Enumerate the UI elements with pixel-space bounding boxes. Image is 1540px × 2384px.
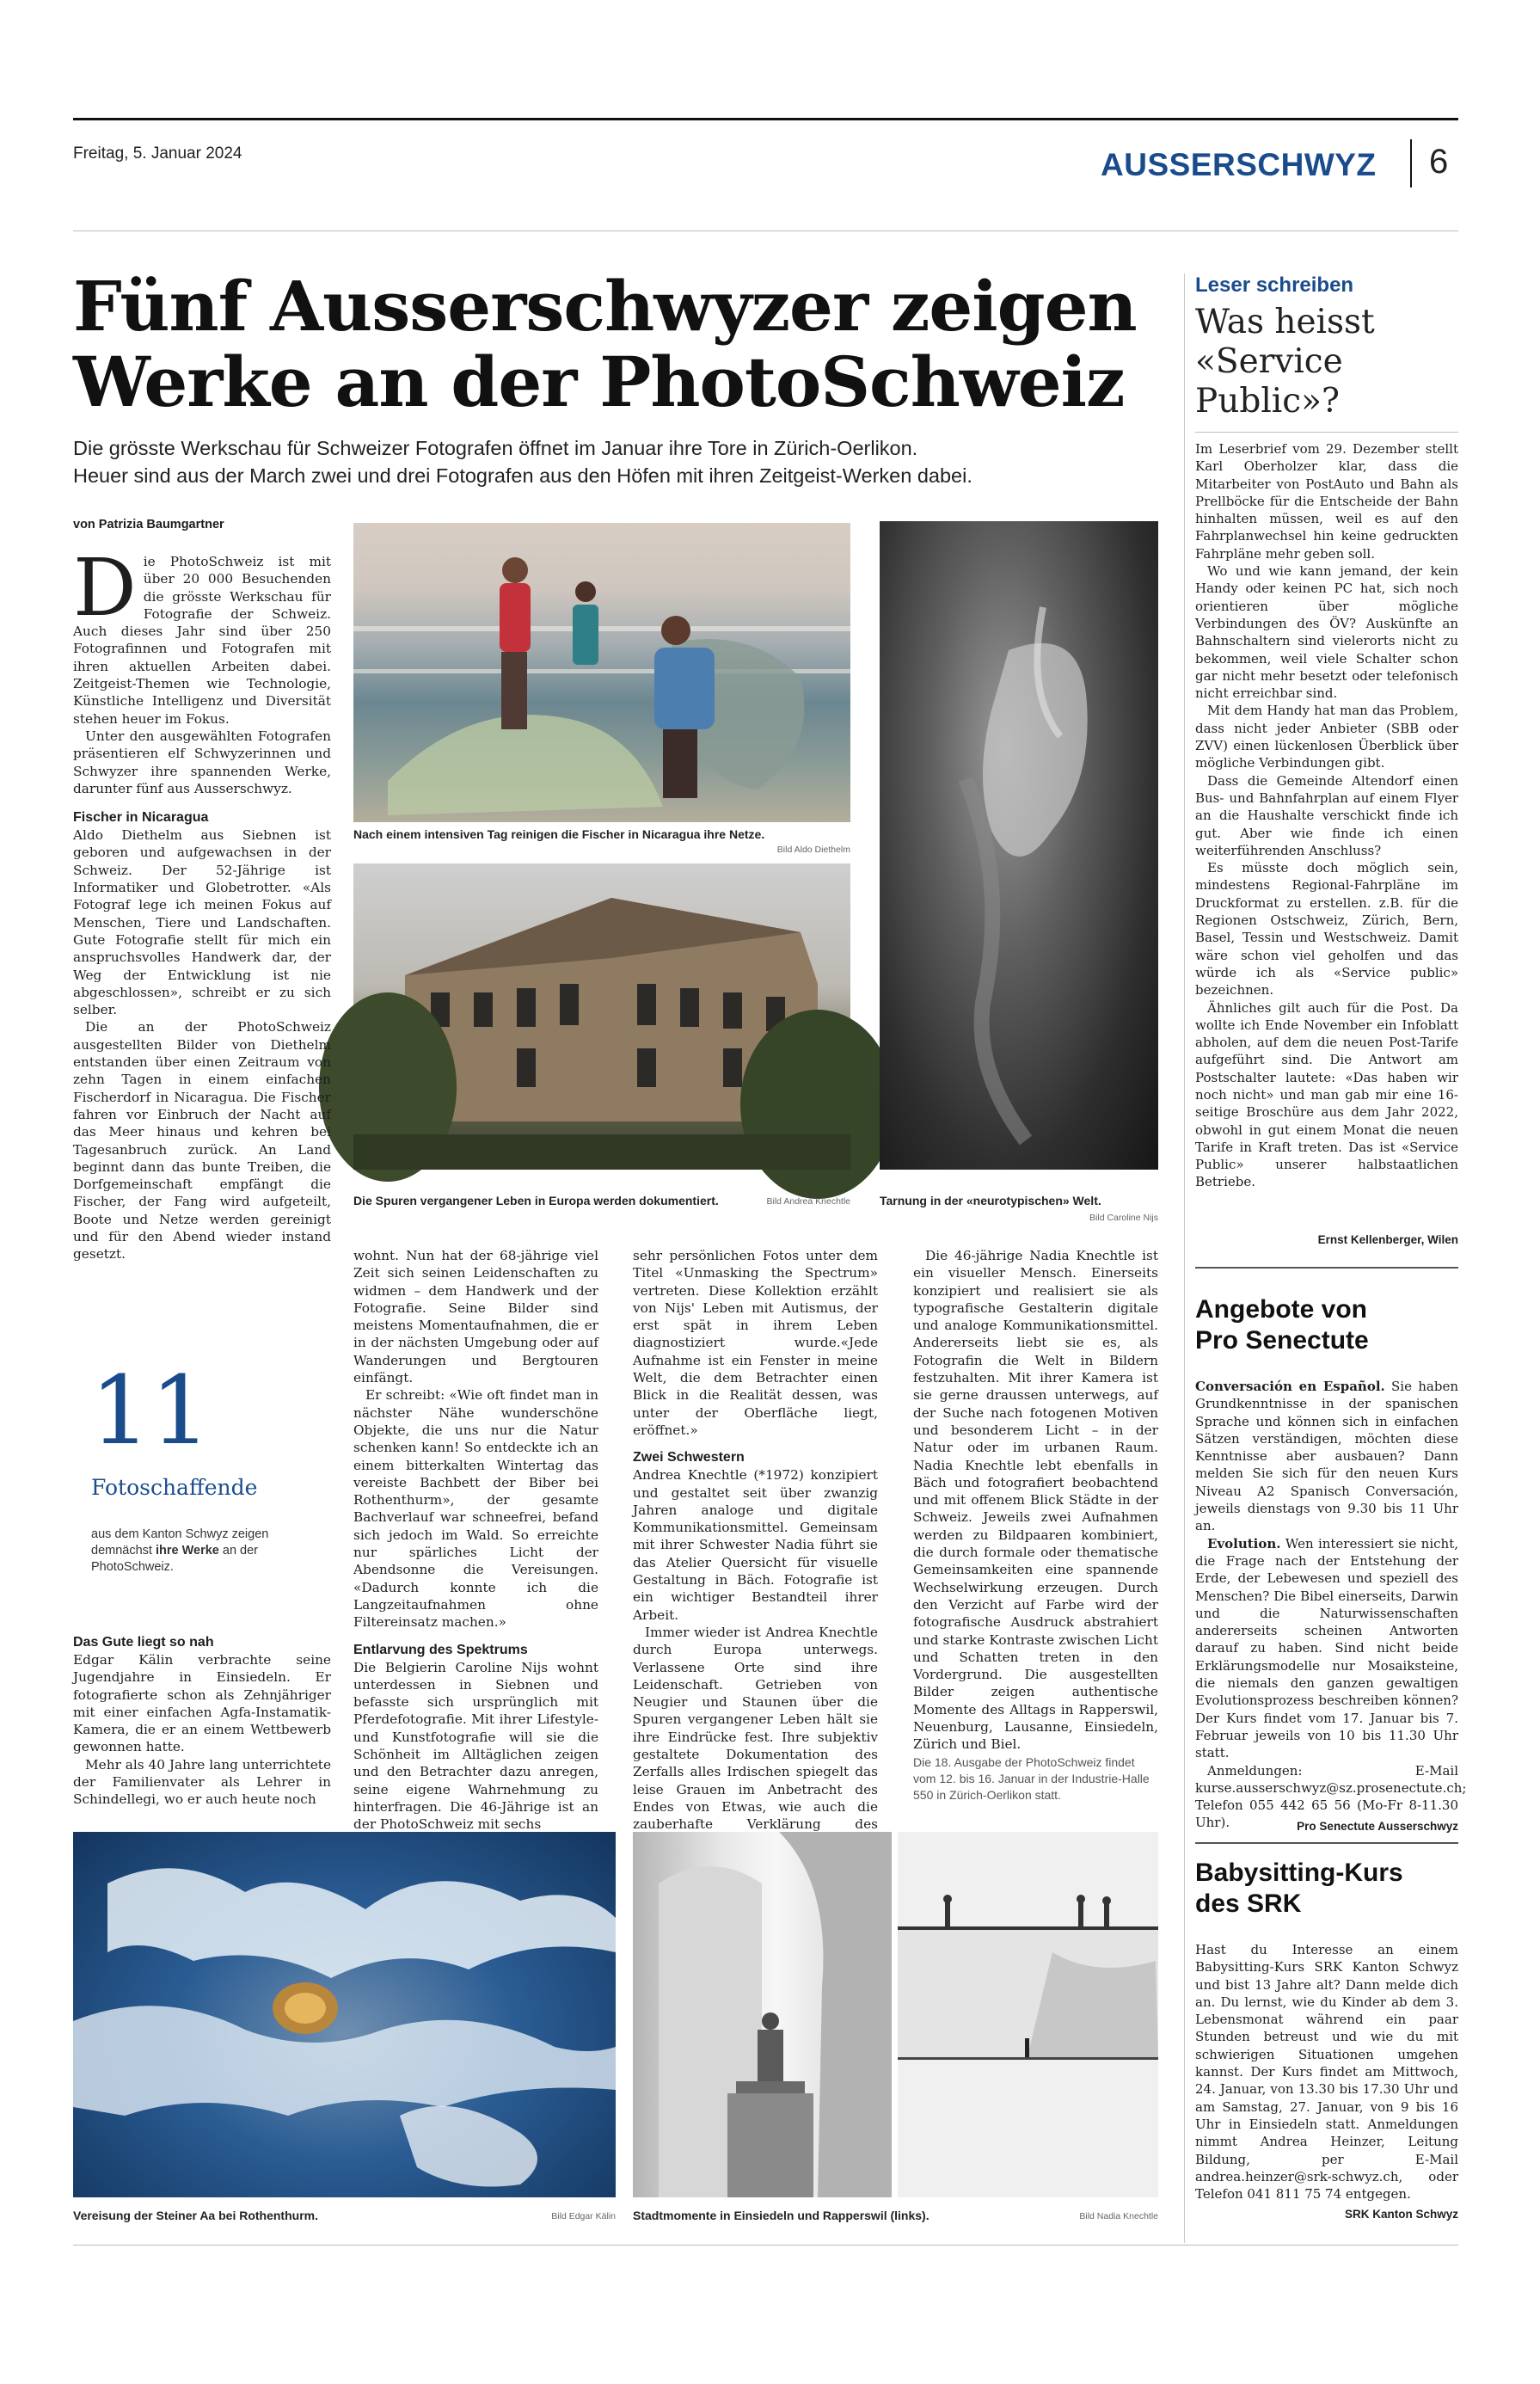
lead-line-2: Heuer sind aus der March zwei und drei Fotografen aus den Höfen mit ihren Zeitgeist-Werken dabei. [73, 464, 972, 487]
header-bottom-rule [73, 230, 1458, 231]
intro-paragraph: ie PhotoSchweiz ist mit über 20 000 Besuchenden die grösste Werkschau für Fotografie der Schweiz. Auch dieses Jahr sind über 250 Fotografinnen und Fotografen mit ihren aktuellen Arbeiten dabei. Zeitgeist-Themen wie Technologie, Künstliche Intelligenz und Diversität stehen heuer im Fokus. [73, 554, 331, 727]
sidebar-vertical-rule [1184, 273, 1185, 2243]
senectute-title: Angebote von Pro Senectute [1195, 1295, 1369, 1355]
subheading-fischer: Fischer in Nicaragua [73, 810, 209, 826]
credit-tarnung: Bild Caroline Nijs [1089, 1213, 1158, 1223]
credit-ice: Bild Edgar Kälin [551, 2211, 616, 2221]
subheading-spektrum: Entlarvung des Spektrums [353, 1642, 528, 1657]
article-col2 [353, 1247, 598, 1833]
paragraph: Unter den ausgewählten Fotografen präsentieren elf Schwyzerinnen und Schwyzer ihre spannenden Werke, darunter fünf aus Ausserschwyz. [73, 728, 331, 796]
paragraph: Conversación en Español. Sie haben Grundkenntnisse in der spanischen Sprache und können sich in einfachen Sätzen verständigen, möchten diese Kenntnisse aber ausbauen? Dann melden Sie sich für den neuen Kurs Niveau A2 Spanisch Conversación, jeweils dienstags von 9.30 bis 11 Uhr an. [1195, 1379, 1458, 1534]
fact-text: aus dem Kanton Schwyz zeigen demnächst ihre Werke an der PhotoSchweiz. [91, 1527, 269, 1574]
photo-tarnung [880, 521, 1158, 1170]
photo-ice [73, 1832, 616, 2197]
top-rule [73, 118, 1458, 120]
headline-line-1: Fünf Ausserschwyzer zeigen [73, 266, 1137, 347]
caption-tarnung: Tarnung in der «neurotypischen» Welt. [880, 1194, 1101, 1207]
paragraph: Immer wieder ist Andrea Knechtle durch Europa unterwegs. Verlassene Orte sind ihre Leidenschaft. Getrieben von Neugier und Staunen über die Spuren vergangener Leben hält sie ihre Eindrücke fest. Ihre subjektiv gestaltete Dokumentation des Zerfalls alles Irdischen spiegelt das leise Grauen im Anbetracht des Endes von Etwas, wie auch die zauberhafte Verklärung des [633, 1624, 878, 1833]
paragraph: Die an der PhotoSchweiz ausgestellten Bilder von Diethelm entstanden über einen Zeitraum von zehn Tagen in einem einfachen Fischerdorf in Nicaragua. Die Fischer fahren vor Einbruch der Nacht auf das Meer hinaus und kehren bei Tagesanbruch zurück. An Land beginnt dann das bunte Treiben, die Dorfgemeinschaft empfängt die Fischer, der Fang wird aufgeteilt, Boote und Netze werden gereinigt und für den Abend wieder instand gesetzt. [73, 1019, 331, 1263]
section-title: AUSSERSCHWYZ [1101, 147, 1377, 182]
srk-title: Babysitting-Kurs des SRK [1195, 1859, 1403, 1918]
paragraph: Im Leserbrief vom 29. Dezember stellt Karl Oberholzer klar, dass die Mitarbeiter von PostAuto und Bahn als Prellböcke für die Entscheide der Bahn hinhalten müssen, weil es auf den Fahrplanwechsel hin keine gedruckten Fahrpläne mehr geben soll. [1195, 441, 1458, 562]
letters-title: Was heisst «Service Public»? [1195, 303, 1375, 421]
headline [73, 268, 1139, 420]
paragraph: Ähnliches gilt auch für die Post. Da wollte ich Ende November ein Infoblatt abholen, auf dem die neuen Post-Tarife aufgeführt sind. Die Antwort am Postschalter lautete: «Das haben wir noch nicht» und man gab mir eine 16-seitige Broschüre aus dem Jahr 2022, obwohl in gut einem Monat die neuen Tarife in Kraft treten. Das ist «Service Public» unserer halbstaatlichen Betriebe. [1195, 999, 1458, 1190]
bottom-rule [73, 2245, 1458, 2246]
dropcap: D [73, 542, 137, 634]
caption-ice: Vereisung der Steiner Aa bei Rothenthurm. [73, 2209, 318, 2222]
paragraph: Mehr als 40 Jahre lang unterrichtete der Familienvater als Lehrer in Schindellegi, wo er auch heute noch [73, 1756, 331, 1808]
paragraph: Dass die Gemeinde Altendorf einen Bus- und Bahnfahrplan auf einem Flyer an die Haushalte verschickt finde ich gut. Aber wie finde ich einen weiterführenden Anschluss? [1195, 772, 1458, 858]
subheading-schwestern: Zwei Schwestern [633, 1450, 745, 1465]
info-note: Die 18. Ausgabe der PhotoSchweiz findet vom 12. bis 16. Januar in der Industrie-Halle 550 in Zürich-Oerlikon statt. [913, 1755, 1150, 1802]
senectute-end-rule [1195, 1842, 1458, 1844]
photo-fischer [353, 523, 850, 822]
paragraph: Edgar Kälin verbrachte seine Jugendjahre in Einsiedeln. Er fotografierte schon als Zehnjähriger mit einer einfachen Agfa-Instamatik-Kamera, die er an einem Wettbewerb gewonnen hatte. [73, 1652, 331, 1755]
paragraph: Es müsste doch möglich sein, mindestens Regional-Fahrpläne im Druckformat zu erstellen. z.B. für die Regionen Ostschweiz, Zürich, Bern, Basel, Tessin und Westschweiz. Damit wäre schon viel geholfen und das würde ich als «Service public» bezeichnen. [1195, 860, 1458, 998]
credit-ruin: Bild Andrea Knechtle [766, 1196, 850, 1207]
caption-fischer: Nach einem intensiven Tag reinigen die Fischer in Nicaragua ihre Netze. [353, 827, 765, 841]
photo-ruin [353, 863, 850, 1170]
credit-stadt: Bild Nadia Knechtle [1079, 2211, 1158, 2221]
section-divider [1410, 139, 1412, 187]
paragraph: wohnt. Nun hat der 68-jährige viel Zeit sich seinen Leidenschaften zu widmen – dem Handwerk und der Fotografie. Seine Bilder sind meistens Momentaufnahmen, die er in der nächsten Umgebung oder auf Wanderungen und Bergtouren einfängt. [353, 1248, 598, 1386]
srk-body [1195, 1941, 1458, 2203]
fact-number: 11 [90, 1355, 211, 1465]
paragraph: Wo und wie kann jemand, der kein Handy oder keinen PC hat, sich noch orientieren über mögliche Verbindungen des ÖV? Auskünfte an Bahnschaltern sind vielerorts nicht zu bekommen, weil viele Schalter schon gar nicht mehr besetzt oder telefonisch nicht erreichbar sind. [1195, 563, 1458, 702]
credit-fischer: Bild Aldo Diethelm [776, 845, 850, 855]
caption-ruin: Die Spuren vergangener Leben in Europa werden dokumentiert. [353, 1194, 719, 1207]
paragraph: Die Belgierin Caroline Nijs wohnt unterdessen in Siebnen und befasste sich ursprünglich mit Pferdefotografie. Mit ihrer Lifestyle- und Kunstfotografie will sie die Schönheit im Alltäglichen zeigen und den Betrachter dazu anregen, seine eigene Wahrnehmung zu hinterfragen. Die 46-Jährige ist an der PhotoSchweiz mit sechs [353, 1659, 598, 1833]
paragraph: Aldo Diethelm aus Siebnen ist geboren und aufgewachsen in der Schweiz. Der 52-Jährige ist Informatiker und Globetrotter. «Als Fotograf lege ich meinen Fokus auf Menschen, Tiere und Landschaften. Gute Fotografie stellt für mich ein anspruchsvolles Handwerk dar, der Weg der Entwicklung ist nie abgeschlossen», schreibt er zu sich selber. [73, 827, 331, 1018]
photo-stadt-einsiedeln [633, 1832, 892, 2197]
article-col3 [633, 1247, 878, 1833]
srk-signature: SRK Kanton Schwyz [1344, 2208, 1458, 2221]
fact-label: Fotoschaffende [91, 1475, 258, 1500]
letters-body [1195, 440, 1458, 1232]
letters-signature: Ernst Kellenberger, Wilen [1317, 1233, 1458, 1246]
issue-date: Freitag, 5. Januar 2024 [73, 144, 242, 163]
headline-line-2: Werke an der PhotoSchweiz [73, 341, 1125, 422]
paragraph: Andrea Knechtle (*1972) konzipiert und gestaltet seit über zwanzig Jahren analoge und digitale Kommunikationsmittel. Gemeinsam mit ihrer Schwester Nadia führt sie das Atelier Quersicht für visuelle Gestaltung in Bäch. Fotografie ist ein wichtiger Bestandteil ihrer Arbeit. [633, 1467, 878, 1623]
paragraph: Mit dem Handy hat man das Problem, dass nicht jeder Anbieter (SBB oder ZVV) einen lückenlosen Überblick über mögliche Verbindungen gibt. [1195, 703, 1458, 771]
paragraph: sehr persönlichen Fotos unter dem Titel «Unmasking the Spectrum» vertreten. Diese Kollektion erzählt von Nijs' Leben mit Autismus, der erst spät in ihrem Leben diagnostiziert wurde.«Jede Aufnahme ist ein Fenster in meine Welt, die dem Betrachter einen Blick in die Realität dessen, was unter der Oberfläche liegt, eröffnet.» [633, 1248, 878, 1438]
senectute-signature: Pro Senectute Ausserschwyz [1297, 1820, 1458, 1833]
article-col1-top [73, 542, 331, 1267]
letters-end-rule [1195, 1267, 1458, 1269]
subheading-gute: Das Gute liegt so nah [73, 1635, 214, 1650]
letters-title-rule [1195, 432, 1458, 433]
paragraph: Er schreibt: «Wie oft findet man in nächster Nähe wunderschöne Objekte, die uns nur die Natur schenken kann! So entdeckte ich an einem bitterkalten Wintertag das vereiste Bachbett der Biber bei Rothenthurm», der gesamte Bachverlauf war schneefrei, befand sich jedoch im Wald. So erreichte nur spärliches Licht der Abendsonne die Vereisungen. «Dadurch konnte ich die Langzeitaufnahmen ohne Filtereinsatz machen.» [353, 1387, 598, 1631]
lead [73, 434, 1191, 489]
letters-kicker: Leser schreiben [1195, 273, 1354, 297]
article-col1-bottom [73, 1634, 331, 1815]
paragraph: Anmeldungen: E-Mail kurse.ausserschwyz@sz.prosenectute.ch; Telefon 055 442 65 56 (Mo-Fr 8-11.30 Uhr). [1195, 1762, 1467, 1831]
photo-stadt-rapperswil [898, 1832, 1158, 2197]
article-col4 [913, 1247, 1158, 1753]
page-number: 6 [1429, 143, 1449, 181]
paragraph: Die 46-jährige Nadia Knechtle ist ein visueller Mensch. Einerseits konzipiert und realisiert sie als typografische Gestalterin digitale und analoge Kommunikationsmittel. Andererseits liebt sie es, als Fotografin die Welt in Bildern festzuhalten. Mit ihrer Kamera ist sie gerne draussen unterwegs, auf der Suche nach fotogenen Motiven und besonderem Licht – in der Natur oder im urbanen Raum. Nadia Knechtle lebt ebenfalls in Bäch und fotografiert beobachtend und mit offenem Blick Städte in der Schweiz. Jeweils zwei Aufnahmen werden zu Bildpaaren kombiniert, die durch formale oder thematische Gemeinsamkeiten eine spannende Wechselwirkung erzeugen. Durch den Verzicht auf Farbe wird der fotografische Ausdruck abstrahiert und starke Kontraste zwischen Licht und Schatten treten in den Vordergrund. Die ausgestellten Bilder zeigen authentische Momente des Alltags in Rapperswil, Neuenburg, Lausanne, Einsiedeln, Zürich und Biel. [913, 1248, 1158, 1753]
paragraph: Hast du Interesse an einem Babysitting-Kurs SRK Kanton Schwyz und bist 13 Jahre alt? Dann melde dich an. Du lernst, wie du Kinder ab dem 3. Lebensmonat während ein paar Stunden betreust und wie du mit schwierigen Situationen umgehen kannst. Der Kurs findet am Mittwoch, 24. Januar, von 13.30 bis 17.30 Uhr und am Samstag, 27. Januar, von 9 bis 16 Uhr in Einsiedeln statt. Anmeldungen nimmt Andrea Heinzer, Leitung Bildung, per E-Mail andrea.heinzer@srk-schwyz.ch, oder Telefon 041 811 75 74 entgegen. [1195, 1942, 1458, 2203]
byline: von Patrizia Baumgartner [73, 518, 224, 531]
paragraph: Evolution. Wen interessiert sie nicht, die Frage nach der Entstehung der Erde, der Lebewesen und speziell des Menschen? Die Bibel einerseits, Darwin und die Naturwissenschaften andererseits scheinen Antworten darauf zu haben. Sind nicht beide Erklärungsmodelle nur Mosaiksteine, die niemals den ganzen gewaltigen Evolutionsprozess beschreiben können? Der Kurs findet vom 17. Januar bis 7. Februar jeweils von 10 bis 11.30 Uhr statt. [1195, 1535, 1458, 1761]
caption-stadt: Stadtmomente in Einsiedeln und Rapperswil (links). [633, 2209, 930, 2222]
lead-line-1: Die grösste Werkschau für Schweizer Fotografen öffnet im Januar ihre Tore in Zürich-Oerlikon. [73, 437, 918, 459]
